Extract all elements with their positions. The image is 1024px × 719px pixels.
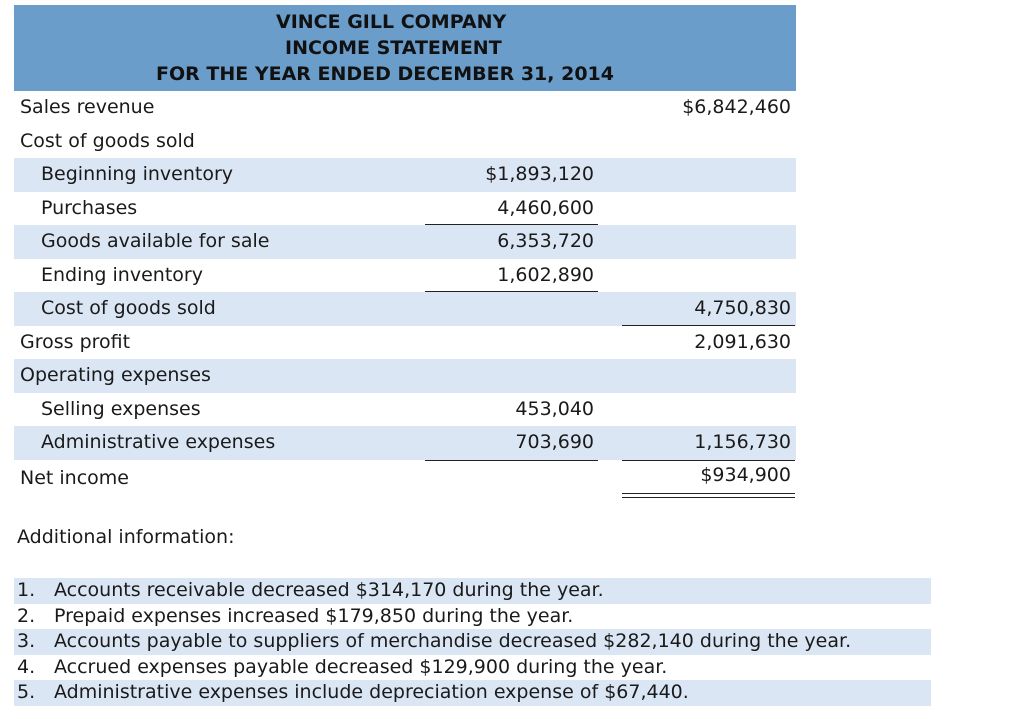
row-subtotal: 703,690 [515, 431, 594, 453]
row-label: Purchases [41, 196, 138, 219]
notes-list [14, 578, 931, 706]
row-label: Net income [20, 466, 129, 489]
row-label: Gross profit [20, 330, 131, 353]
list-item [14, 578, 931, 604]
underline-ending-inventory [425, 291, 598, 292]
row-amount: 2,091,630 [694, 330, 791, 353]
company-name: VINCE GILL COMPANY [276, 11, 507, 33]
row-gross-profit [14, 326, 796, 360]
row-subtotal: 453,040 [515, 397, 594, 420]
underline-cost-of-goods-sold [622, 325, 795, 326]
row-operating-expenses [14, 359, 796, 393]
list-item [14, 680, 931, 706]
row-subtotal: $1,893,120 [485, 163, 594, 185]
row-label: Beginning inventory [41, 163, 233, 185]
row-label: Ending inventory [41, 263, 203, 286]
note-number: 2. [17, 604, 36, 627]
note-text: Accounts receivable decreased $314,170 during the year. [54, 579, 604, 601]
row-subtotal: 4,460,600 [497, 196, 594, 219]
row-administrative-expenses [14, 426, 796, 460]
statement-header [14, 5, 796, 91]
row-amount: 4,750,830 [694, 297, 791, 319]
row-subtotal: 6,353,720 [497, 230, 594, 252]
underline-administrative-col1 [425, 460, 598, 461]
note-text: Prepaid expenses increased $179,850 during the year. [54, 604, 574, 627]
statement-period: FOR THE YEAR ENDED DECEMBER 31, 2014 [156, 63, 614, 85]
note-number: 5. [17, 681, 36, 704]
list-item [14, 629, 931, 655]
list-item [14, 604, 931, 630]
statement-title: INCOME STATEMENT [285, 37, 502, 59]
row-amount: 1,156,730 [694, 431, 791, 453]
row-subtotal: 1,602,890 [497, 263, 594, 286]
row-goods-available [14, 225, 796, 259]
list-item [14, 655, 931, 681]
row-beginning-inventory [14, 158, 796, 192]
row-label: Cost of goods sold [41, 297, 216, 319]
row-label: Administrative expenses [41, 431, 276, 453]
note-number: 4. [17, 655, 36, 678]
row-label: Goods available for sale [41, 230, 270, 252]
additional-info-title: Additional information: [17, 526, 235, 548]
double-underline-bottom [622, 497, 795, 498]
underline-purchases [425, 224, 598, 225]
note-text: Accounts payable to suppliers of merchandise decreased $282,140 during the year. [54, 630, 852, 653]
row-ending-inventory [14, 259, 796, 293]
row-label: Operating expenses [20, 364, 211, 386]
note-text: Administrative expenses include depreciation expense of $67,440. [54, 681, 689, 704]
row-amount: $6,842,460 [682, 96, 791, 118]
note-number: 3. [17, 630, 36, 653]
row-purchases [14, 192, 796, 226]
income-statement [14, 5, 796, 497]
row-label: Selling expenses [41, 397, 201, 420]
row-cost-of-goods-sold [14, 292, 796, 326]
note-number: 1. [17, 579, 36, 601]
underline-administrative-col2 [622, 460, 795, 461]
row-label: Cost of goods sold [20, 129, 195, 152]
row-cogs-heading [14, 125, 796, 159]
note-text: Accrued expenses payable decreased $129,900 during the year. [54, 655, 668, 678]
row-selling-expenses [14, 393, 796, 427]
double-underline-top [622, 493, 795, 494]
row-label: Sales revenue [20, 96, 155, 118]
row-net-income [14, 460, 796, 497]
row-sales-revenue [14, 91, 796, 125]
row-amount: $934,900 [700, 463, 791, 486]
